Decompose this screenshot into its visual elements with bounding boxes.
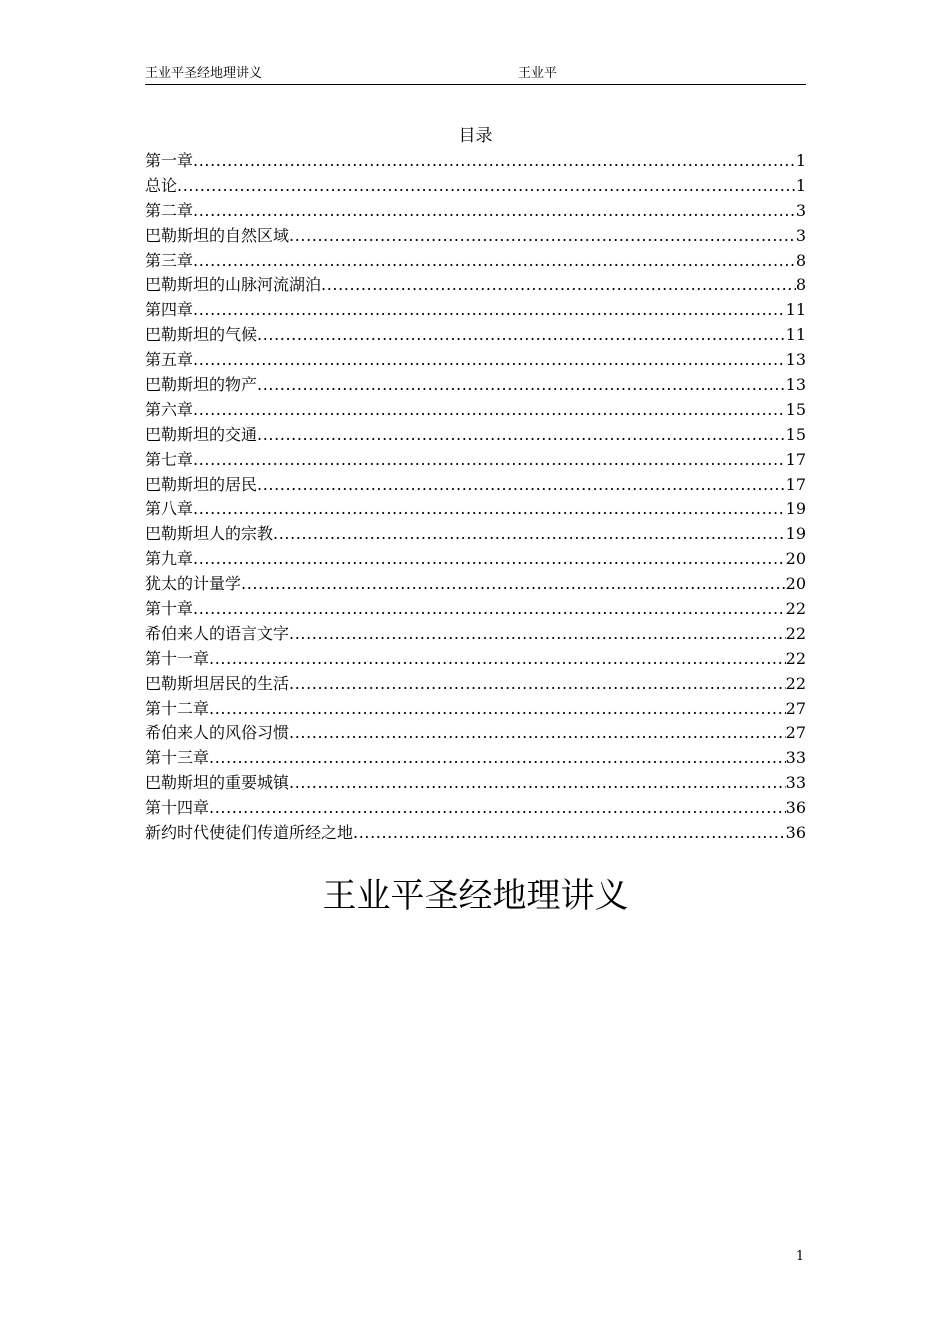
toc-entry-page: 20 [785,574,806,594]
toc-list [145,149,806,846]
toc-dot-leader [353,821,786,846]
toc-entry-page: 3 [795,200,806,220]
toc-dot-leader [289,224,796,249]
toc-dot-leader [321,273,796,298]
toc-entry[interactable] [145,672,806,697]
toc-entry[interactable] [145,597,806,622]
toc-entry-page: 1 [795,151,806,170]
toc-entry-label: 第七章 [145,449,194,469]
toc-title: 目录 [458,126,493,146]
toc-entry[interactable] [145,522,806,547]
toc-entry-page: 36 [785,798,806,818]
toc-entry-label: 第三章 [145,250,194,270]
toc-dot-leader [193,298,786,323]
toc-entry[interactable] [145,572,806,597]
toc-dot-leader [193,497,786,522]
toc-entry-page: 15 [785,399,806,419]
toc-dot-leader [209,796,786,821]
toc-entry-page: 22 [785,623,806,643]
toc-entry-label: 第十章 [145,599,194,619]
toc-dot-leader [289,771,786,796]
toc-dot-leader [193,348,786,373]
toc-entry-label: 巴勒斯坦的自然区域 [145,225,290,245]
toc-entry-label: 第十三章 [145,748,210,768]
toc-dot-leader [209,697,786,722]
toc-entry-label: 希伯来人的风俗习惯 [145,723,290,743]
toc-entry-label: 巴勒斯坦的山脉河流湖泊 [145,275,322,295]
header-book-title: 王业平圣经地理讲义 [145,66,263,81]
toc-entry-label: 巴勒斯坦的物产 [145,375,258,395]
toc-entry-label: 第四章 [145,300,194,320]
toc-entry[interactable] [145,273,806,298]
toc-entry-label: 第五章 [145,350,194,370]
document-title: 王业平圣经地理讲义 [322,876,629,916]
toc-entry[interactable] [145,448,806,473]
toc-entry-label: 巴勒斯坦的居民 [145,474,258,494]
toc-entry-label: 总论 [145,175,178,195]
toc-entry[interactable] [145,373,806,398]
toc-entry-label: 第二章 [145,200,194,220]
toc-entry-page: 17 [785,449,806,469]
toc-dot-leader [257,473,786,498]
toc-entry[interactable] [145,298,806,323]
toc-dot-leader [193,149,796,174]
toc-entry-page: 11 [785,325,806,345]
toc-entry-page: 33 [785,748,806,768]
toc-dot-leader [209,647,786,672]
toc-entry[interactable] [145,796,806,821]
toc-entry-page: 13 [785,350,806,370]
toc-entry[interactable] [145,622,806,647]
page-header [145,64,806,85]
toc-entry[interactable] [145,348,806,373]
toc-entry-page: 8 [795,250,806,270]
toc-dot-leader [193,547,786,572]
toc-entry-label: 犹太的计量学 [145,574,242,594]
toc-entry-label: 巴勒斯坦人的宗教 [145,524,274,544]
toc-entry[interactable] [145,249,806,274]
toc-entry-page: 22 [785,673,806,693]
toc-entry-page: 33 [785,773,806,793]
toc-entry-label: 第六章 [145,399,194,419]
toc-entry-page: 20 [785,549,806,569]
toc-dot-leader [193,597,786,622]
toc-entry[interactable] [145,224,806,249]
toc-dot-leader [177,174,796,199]
toc-entry[interactable] [145,746,806,771]
page-number: 1 [795,1249,805,1264]
toc-dot-leader [273,522,786,547]
toc-entry-page: 22 [785,648,806,668]
toc-entry-label: 第十一章 [145,648,210,668]
toc-entry[interactable] [145,547,806,572]
toc-entry-label: 第八章 [145,499,194,519]
toc-dot-leader [193,398,786,423]
toc-entry[interactable] [145,821,806,846]
toc-dot-leader [257,373,786,398]
toc-dot-leader [289,721,786,746]
toc-entry[interactable] [145,398,806,423]
toc-entry[interactable] [145,697,806,722]
toc-dot-leader [289,622,786,647]
toc-entry-page: 19 [785,524,806,544]
toc-entry-page: 13 [785,375,806,395]
toc-entry[interactable] [145,199,806,224]
toc-entry-label: 第九章 [145,549,194,569]
toc-entry-page: 19 [785,499,806,519]
header-author: 王业平 [518,66,558,81]
toc-entry[interactable] [145,423,806,448]
toc-entry[interactable] [145,721,806,746]
toc-dot-leader [289,672,786,697]
toc-entry-page: 36 [785,823,806,843]
toc-dot-leader [257,323,786,348]
toc-entry-page: 15 [785,424,806,444]
toc-entry[interactable] [145,323,806,348]
toc-dot-leader [193,199,796,224]
toc-dot-leader [193,249,796,274]
toc-entry-page: 11 [785,300,806,320]
toc-entry-label: 巴勒斯坦的重要城镇 [145,773,290,793]
toc-dot-leader [241,572,786,597]
toc-entry[interactable] [145,149,806,174]
toc-entry-label: 巴勒斯坦的气候 [145,325,258,345]
toc-entry-label: 希伯来人的语言文字 [145,623,290,643]
toc-entry[interactable] [145,473,806,498]
toc-dot-leader [193,448,786,473]
toc-entry-label: 第一章 [145,151,194,170]
toc-entry[interactable] [145,647,806,672]
toc-entry[interactable] [145,174,806,199]
toc-entry-page: 17 [785,474,806,494]
toc-entry[interactable] [145,771,806,796]
toc-entry-label: 巴勒斯坦的交通 [145,424,258,444]
toc-entry[interactable] [145,497,806,522]
toc-entry-label: 巴勒斯坦居民的生活 [145,673,290,693]
toc-entry-label: 第十四章 [145,798,210,818]
toc-entry-label: 新约时代使徒们传道所经之地 [145,823,354,843]
toc-entry-page: 1 [795,175,806,195]
toc-entry-page: 27 [785,723,806,743]
toc-entry-page: 22 [785,599,806,619]
toc-dot-leader [209,746,786,771]
toc-entry-page: 3 [795,225,806,245]
toc-entry-page: 27 [785,698,806,718]
toc-entry-page: 8 [795,275,806,295]
toc-entry-label: 第十二章 [145,698,210,718]
toc-dot-leader [257,423,786,448]
